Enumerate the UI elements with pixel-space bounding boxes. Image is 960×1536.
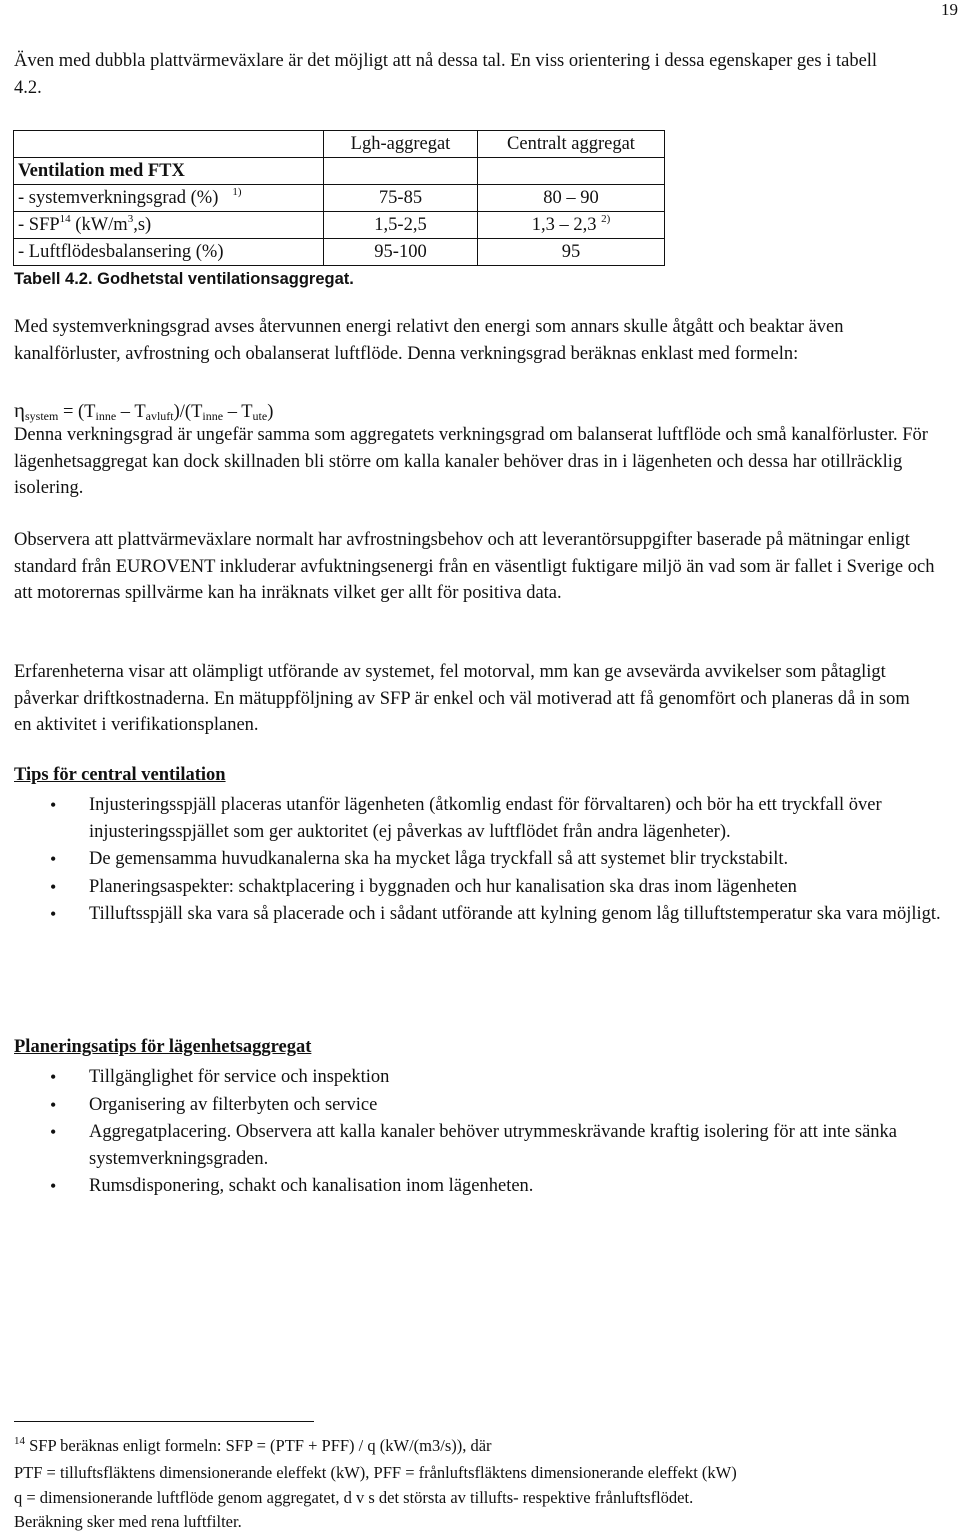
footnote-line: q = dimensionerande luftflöde genom aggregatet, d v s det största av tillufts- respektive frånluftsflödet. (14, 1488, 694, 1507)
page-number: 19 (941, 0, 958, 19)
central-tips-list (14, 792, 960, 928)
bullet-icon: • (50, 876, 57, 897)
paragraph-experience: Erfarenheterna visar att olämpligt utförande av systemet, fel motorval, mm kan ge avsevärda avvikelser som påtagligt påverkar driftkostnaderna. En mätuppföljning av SFP är enkel och väl motiverad att få genomfört och planeras då in som en aktivitet i verifikationsplanen. (14, 662, 910, 735)
table-caption: Tabell 4.2. Godhetstal ventilationsaggregat. (14, 270, 354, 288)
footnote-line: PTF = tilluftsfläktens dimensionerande eleffekt (kW), PFF = frånluftsfläktens dimensionerande eleffekt (kW) (14, 1463, 737, 1482)
footnote-ref: 14 (59, 212, 71, 225)
list-item: • Organisering av filterbyten och service (14, 1092, 960, 1119)
table-cell: 80 – 90 (478, 185, 665, 212)
list-item: • Aggregatplacering. Observera att kalla kanaler behöver utrymmeskrävande kraftig isolering för att inte sänka systemverkningsgraden. (14, 1119, 960, 1172)
row-label: - systemverkningsgrad (%) (18, 187, 219, 208)
paragraph-efficiency: Med systemverkningsgrad avses återvunnen energi relativt den energi som annars skulle åtgått och beaktar även kanalförluster, avfrostning och obalanserat luftflöde. Denna verkningsgrad beräknas enklast med formeln: (14, 317, 844, 364)
bullet-icon: • (50, 1067, 57, 1087)
table-cell: 1,5-2,5 (324, 212, 478, 239)
row-label: - SFP (18, 214, 60, 235)
apartment-tips-list (14, 1064, 960, 1200)
table-cell: 95-100 (324, 239, 478, 266)
footnote-ref: 1) (232, 185, 242, 198)
table-row (14, 185, 665, 212)
table-row (14, 239, 665, 266)
bullet-icon: • (50, 1094, 57, 1115)
list-item: • Injusteringsspjäll placeras utanför lägenheten (åtkomlig endast för förvaltaren) och bör ha ett tryckfall över injusteringsspjället som ger auktoritet (ej påverkas av luftflödet från andra lägenheter). (14, 792, 960, 845)
paragraph-efficiency-note: Denna verkningsgrad är ungefär samma som aggregatets verkningsgrad om balanserat luftflöde och små kanalförluster. För lägenhetsaggregat kan dock skillnaden bli större om kalla kanaler behöver dras in i lägenheten och dessa har otillräcklig isolering. (14, 425, 928, 498)
table-header-row (14, 131, 665, 158)
list-item: • Tilluftsspjäll ska vara så placerade och i sådant utförande att kylning genom låg tilluftstemperatur ska vara möjligt. (14, 901, 960, 928)
table-cell: 1,3 – 2,3 $^{2)}$ (478, 212, 665, 239)
table-cell: 95 (478, 239, 665, 266)
formula: $\eta_{system} = (T_{inne} - T_{avluft})/(T_{inne} - T_{ute})$ (14, 398, 274, 423)
bullet-icon: • (50, 1122, 57, 1142)
list-item: • De gemensamma huvudkanalerna ska ha mycket låga tryckfall så att systemet blir tryckstabilt. (14, 846, 960, 873)
row-label: - Luftflödesbalansering (%) (14, 239, 324, 266)
footnote-line: Beräkning sker med rena luftfilter. (14, 1512, 242, 1531)
list-item: • Tillgänglighet för service och inspektion (14, 1064, 960, 1091)
section-label: Ventilation med FTX (14, 158, 324, 185)
bullet-icon: • (50, 1176, 57, 1196)
bullet-icon: • (50, 849, 57, 869)
bullet-icon: • (50, 795, 57, 815)
list-item: • Rumsdisponering, schakt och kanalisation inom lägenheten. (14, 1173, 960, 1200)
header-lgh: Lgh-aggregat (324, 131, 478, 158)
heading-central-tips: Tips för central ventilation (14, 765, 226, 785)
list-item: • Planeringsaspekter: schaktplacering i byggnaden och hur kanalisation ska dras inom lägenheten (14, 874, 960, 901)
bullet-icon: • (50, 904, 57, 924)
paragraph-defrost: Observera att plattvärmeväxlare normalt har avfrostningsbehov och att leverantörsuppgifter baserade på mätningar enligt standard från EUROVENT inkluderar avfuktningsenergi från en väsentligt fuktigare miljö än vad som är fallet i Sverige och att motorernas spillvärme kan ha inräknats vilket ger allt för positiva data. (14, 530, 935, 603)
header-central: Centralt aggregat (478, 131, 665, 158)
footnote-ref: 2) (601, 212, 611, 225)
footnote-line: $^{14}$ SFP beräknas enligt formeln: SFP = (PTF + PFF) / q (kW/(m3/s)), där (14, 1435, 492, 1455)
intro-paragraph: Även med dubbla plattvärmeväxlare är det möjligt att nå dessa tal. En viss orientering i dessa egenskaper ges i tabell 4.2. (14, 51, 878, 98)
heading-apartment-tips: Planeringsatips för lägenhetsaggregat (14, 1037, 312, 1057)
table-section-row (14, 158, 665, 185)
footnote-number: 14 (14, 1435, 25, 1447)
properties-table (13, 130, 665, 266)
table-cell: 75-85 (324, 185, 478, 212)
table-row: - SFP$^{14}$ $(kW/m^3,s)$ 1,5-2,5 1,3 – 2,3 $^{2)}$ (14, 212, 665, 239)
footnote-separator (14, 1421, 314, 1422)
